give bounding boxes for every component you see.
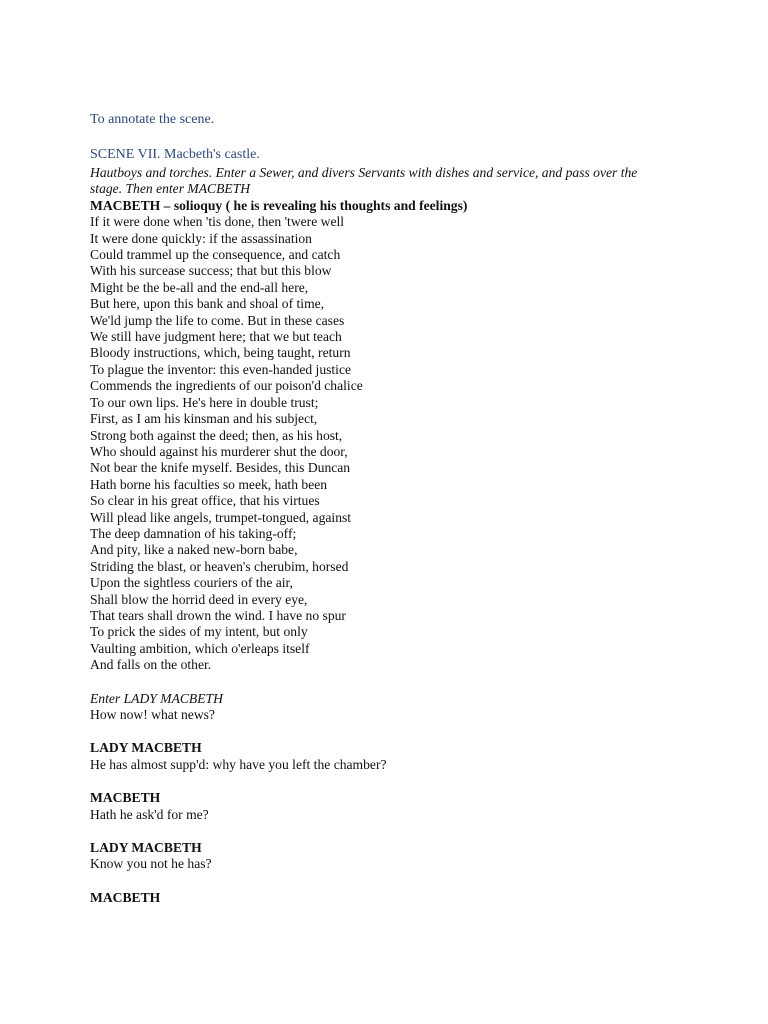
dialogue-line: Hath he ask'd for me?	[90, 806, 209, 822]
stage-direction: Hautboys and torches. Enter a Sewer, and divers Servants with dishes and service, and pass over the stage. Then enter MACBETH	[90, 165, 638, 197]
dialogue-line: Know you not he has?	[90, 856, 212, 872]
verse-line: We still have judgment here; that we but teach	[90, 329, 342, 345]
verse-line: Will plead like angels, trumpet-tongued, against	[90, 509, 352, 525]
verse-line: With his surcease success; that but this blow	[90, 263, 332, 279]
verse-line: To prick the sides of my intent, but only	[90, 624, 308, 640]
speaker-name: MACBETH	[90, 889, 161, 905]
verse-line: To our own lips. He's here in double trust;	[90, 394, 319, 410]
verse-line: That tears shall drown the wind. I have no spur	[90, 607, 346, 623]
verse-line: Who should against his murderer shut the door,	[90, 443, 348, 459]
soliloquy-verse	[90, 214, 690, 673]
verse-line: Not bear the knife myself. Besides, this Duncan	[90, 460, 351, 476]
speaker-name: MACBETH	[90, 790, 161, 806]
speaker-name: LADY MACBETH	[90, 840, 202, 856]
verse-line: The deep damnation of his taking-off;	[90, 525, 297, 541]
verse-line: First, as I am his kinsman and his subject,	[90, 411, 318, 427]
dialogue-exchanges	[90, 723, 690, 906]
scene-block	[90, 147, 690, 906]
annotate-instruction: To annotate the scene.	[90, 112, 215, 127]
speaker-name: LADY MACBETH	[90, 740, 202, 756]
scene-title: SCENE VII. Macbeth's castle.	[90, 147, 260, 162]
verse-line: Commends the ingredients of our poison'd chalice	[90, 378, 363, 394]
verse-line: Shall blow the horrid deed in every eye,	[90, 591, 308, 607]
verse-line: Might be the be-all and the end-all here,	[90, 279, 309, 295]
verse-line: And falls on the other.	[90, 657, 212, 673]
verse-line: It were done quickly: if the assassination	[90, 230, 312, 246]
verse-line: Strong both against the deed; then, as his host,	[90, 427, 343, 443]
soliloquy-heading: MACBETH – solioquy ( he is revealing his thoughts and feelings)	[90, 197, 468, 213]
verse-line: But here, upon this bank and shoal of time,	[90, 296, 325, 312]
verse-line: Upon the sightless couriers of the air,	[90, 575, 293, 591]
verse-line: Could trammel up the consequence, and catch	[90, 247, 341, 263]
verse-line: We'ld jump the life to come. But in these cases	[90, 312, 345, 328]
verse-line: Bloody instructions, which, being taught, return	[90, 345, 351, 361]
verse-line: Striding the blast, or heaven's cherubim, horsed	[90, 558, 349, 574]
verse-line: Hath borne his faculties so meek, hath been	[90, 476, 328, 492]
verse-line: To plague the inventor: this even-handed justice	[90, 361, 352, 377]
verse-line: Vaulting ambition, which o'erleaps itself	[90, 640, 310, 656]
enter-direction: Enter LADY MACBETH	[90, 690, 223, 706]
verse-line: And pity, like a naked new-born babe,	[90, 542, 298, 558]
verse-line: So clear in his great office, that his virtues	[90, 493, 320, 509]
enter-line: How now! what news?	[90, 707, 215, 722]
dialogue-line: He has almost supp'd: why have you left the chamber?	[90, 756, 387, 772]
verse-line: If it were done when 'tis done, then 'twere well	[90, 214, 345, 230]
